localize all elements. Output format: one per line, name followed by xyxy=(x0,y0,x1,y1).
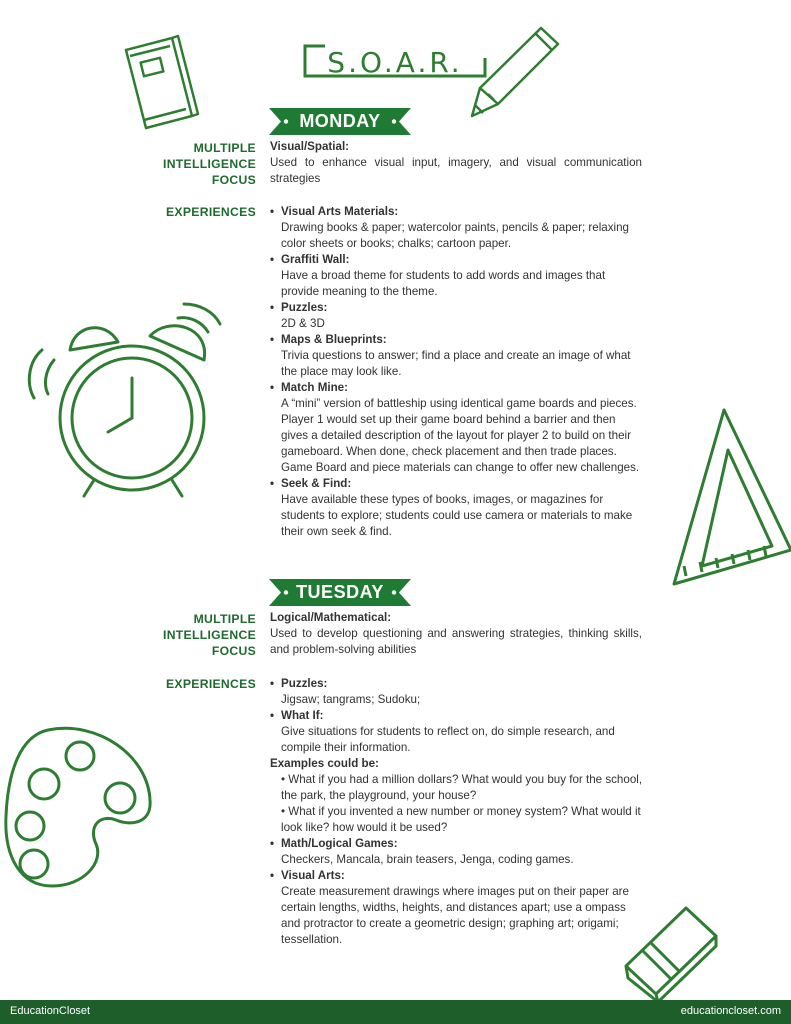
monday-focus xyxy=(270,139,642,187)
list-item: • Seek & Find: Have available these types of books, images, or magazines for students to explore; students could use camera or materials to make their own seek & find. xyxy=(270,476,645,540)
item-title: Match Mine: xyxy=(281,381,348,394)
footer-bar xyxy=(0,1000,791,1024)
tuesday-banner xyxy=(269,579,411,606)
page-title: S.O.A.R. xyxy=(327,46,463,79)
focus-title: Visual/Spatial: xyxy=(270,140,350,153)
item-description: Give situations for students to reflect on, do simple research, and compile their information. xyxy=(281,725,615,754)
item-title: Seek & Find: xyxy=(281,477,352,490)
item-description: Have a broad theme for students to add words and images that provide meaning to the theme. xyxy=(281,269,606,298)
footer-website: educationcloset.com xyxy=(680,1005,781,1017)
item-title: Puzzles: xyxy=(281,301,328,314)
example-item: • What if you invented a new number or money system? What would it look like? how would it be used? xyxy=(281,805,641,834)
monday-experiences-label: EXPERIENCES xyxy=(166,205,256,219)
focus-description: Used to develop questioning and answering strategies, thinking skills, and problem-solving abilities xyxy=(270,627,642,656)
footer-brand: EducationCloset xyxy=(10,1005,91,1017)
item-description: Checkers, Mancala, brain teasers, Jenga, coding games. xyxy=(281,853,574,866)
item-title: Puzzles: xyxy=(281,677,328,690)
examples-title: Examples could be: xyxy=(270,757,379,770)
tuesday-experiences-list xyxy=(270,676,645,948)
item-description: Jigsaw; tangrams; Sudoku; xyxy=(281,693,421,706)
list-item: • Puzzles: Jigsaw; tangrams; Sudoku; xyxy=(270,676,645,708)
item-title: What If: xyxy=(281,709,324,722)
list-item: • Visual Arts: Create measurement drawings where images put on their paper are certain lengths, widths, heights, and distances apart; use a ompass and protractor to create a geometric design; graphing art; origami; tessellation. xyxy=(270,868,645,948)
tuesday-label: TUESDAY xyxy=(296,582,384,602)
focus-label-line: INTELLIGENCE xyxy=(163,157,256,171)
focus-label-line: MULTIPLE xyxy=(193,612,256,626)
item-title: Math/Logical Games: xyxy=(281,837,398,850)
list-item: • What If: Give situations for students to reflect on, do simple research, and compile their information. xyxy=(270,708,645,756)
list-item: • Math/Logical Games: Checkers, Mancala, brain teasers, Jenga, coding games. xyxy=(270,836,645,868)
item-description: Create measurement drawings where images put on their paper are certain lengths, widths, heights, and distances apart; use a ompass and protractor to create a geometric design; graphing art; origami; tessellation. xyxy=(281,885,629,946)
triangle-ruler-icon xyxy=(668,404,791,590)
example-item: • What if you had a million dollars? What would you buy for the school, the park, the playground, your house? xyxy=(281,773,643,802)
focus-label-line: INTELLIGENCE xyxy=(163,628,256,642)
tuesday-focus xyxy=(270,610,642,658)
focus-label-line: FOCUS xyxy=(211,173,256,187)
monday-focus-label xyxy=(130,140,256,188)
item-title: Maps & Blueprints: xyxy=(281,333,387,346)
item-description: Have available these types of books, images, or magazines for students to explore; students could use camera or materials to make their own seek & find. xyxy=(281,493,633,538)
item-description: A “mini” version of battleship using identical game boards and pieces. Player 1 would set up their game board behind a barrier and then gives a detailed description of the layout for player 2 to build on their gameboard. When done, check placement and then trade places. Game Board and piece materials can change to offer new challenges. xyxy=(281,397,640,474)
monday-banner xyxy=(269,108,411,135)
monday-label: MONDAY xyxy=(299,111,381,131)
list-item: • Graffiti Wall: Have a broad theme for students to add words and images that provide meaning to the theme. xyxy=(270,252,645,300)
item-description: Drawing books & paper; watercolor paints, pencils & paper; relaxing color sheets or books; chalks; cartoon paper. xyxy=(281,221,629,250)
item-title: Graffiti Wall: xyxy=(281,253,350,266)
focus-label-line: MULTIPLE xyxy=(193,141,256,155)
paint-palette-icon xyxy=(0,716,160,896)
tuesday-experiences-label: EXPERIENCES xyxy=(166,677,256,691)
list-item: • Match Mine: A “mini” version of battleship using identical game boards and pieces. Player 1 would set up their game board behind a barrier and then gives a detailed description of the layout for player 2 to build on their gameboard. When done, check placement and then trade places. Game Board and piece materials can change to offer new challenges. xyxy=(270,380,645,476)
tuesday-focus-label xyxy=(130,611,256,659)
item-description: 2D & 3D xyxy=(281,317,325,330)
monday-experiences-list xyxy=(270,204,645,540)
list-item: • Puzzles: 2D & 3D xyxy=(270,300,645,332)
item-description: Trivia questions to answer; find a place and create an image of what the place may look like. xyxy=(281,349,631,378)
item-title: Visual Arts: xyxy=(281,869,345,882)
list-item: • Visual Arts Materials: Drawing books & paper; watercolor paints, pencils & paper; relaxing color sheets or books; chalks; cartoon paper. xyxy=(270,204,645,252)
focus-title: Logical/Mathematical: xyxy=(270,611,392,624)
focus-description: Used to enhance visual input, imagery, and visual communication strategies xyxy=(270,156,642,185)
list-item: • Maps & Blueprints: Trivia questions to answer; find a place and create an image of what the place may look like. xyxy=(270,332,645,380)
alarm-clock-icon xyxy=(14,290,224,510)
item-title: Visual Arts Materials: xyxy=(281,205,399,218)
book-icon xyxy=(120,34,200,130)
page-title-box xyxy=(303,44,487,78)
focus-label-line: FOCUS xyxy=(211,644,256,658)
